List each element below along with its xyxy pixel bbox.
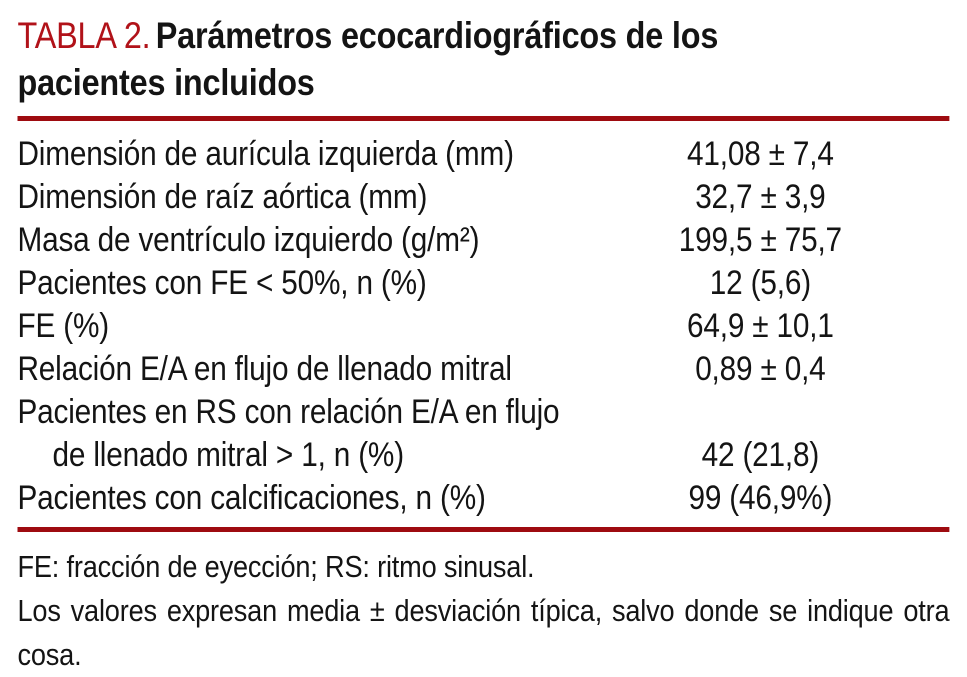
row-label: FE (%) [17, 307, 110, 345]
row-label: Relación E/A en flujo de llenado mitral [17, 350, 512, 388]
footnote-abbreviations: FE: fracción de eyección; RS: ritmo sinusal. [17, 549, 535, 584]
row-value: 42 (21,8) [701, 436, 820, 474]
row-label-line-1: Pacientes en RS con relación E/A en flujo [17, 393, 560, 431]
row-label-line-2: de llenado mitral > 1, n (%) [52, 436, 404, 474]
table-row [18, 262, 950, 305]
row-value: 99 (46,9%) [688, 479, 833, 517]
table-row [18, 477, 950, 520]
row-value: 64,9 ± 10,1 [686, 307, 834, 345]
row-label: Dimensión de aurícula izquierda (mm) [17, 135, 514, 173]
footnotes [18, 532, 950, 677]
row-value: 199,5 ± 75,7 [678, 221, 842, 259]
table-row [18, 391, 950, 477]
row-label: Dimensión de raíz aórtica (mm) [17, 178, 428, 216]
row-label: Pacientes con FE < 50%, n (%) [17, 264, 427, 302]
table-title [18, 12, 849, 106]
row-value: 32,7 ± 3,9 [695, 178, 826, 216]
row-label [18, 391, 630, 477]
table-number-label: TABLA 2. [17, 15, 151, 56]
row-value: 0,89 ± 0,4 [695, 350, 826, 388]
row-label: Pacientes con calcificaciones, n (%) [17, 479, 486, 517]
table-row [18, 133, 950, 176]
table-row [18, 348, 950, 391]
table-row [18, 305, 950, 348]
table-row [18, 219, 950, 262]
footnote-values-continuation: cosa. [17, 637, 82, 672]
table-title-text: Parámetros ecocardiográficos de los pacientes incluidos [17, 15, 719, 103]
parameters-table [18, 121, 950, 527]
row-label: Masa de ventrículo izquierdo (g/m²) [17, 221, 480, 259]
footnote-values-line: Los valores expresan media ± desviación típica, salvo donde se indique otra [17, 593, 950, 628]
table-row [18, 176, 950, 219]
row-value: 12 (5,6) [709, 264, 811, 302]
row-value: 41,08 ± 7,4 [686, 135, 834, 173]
